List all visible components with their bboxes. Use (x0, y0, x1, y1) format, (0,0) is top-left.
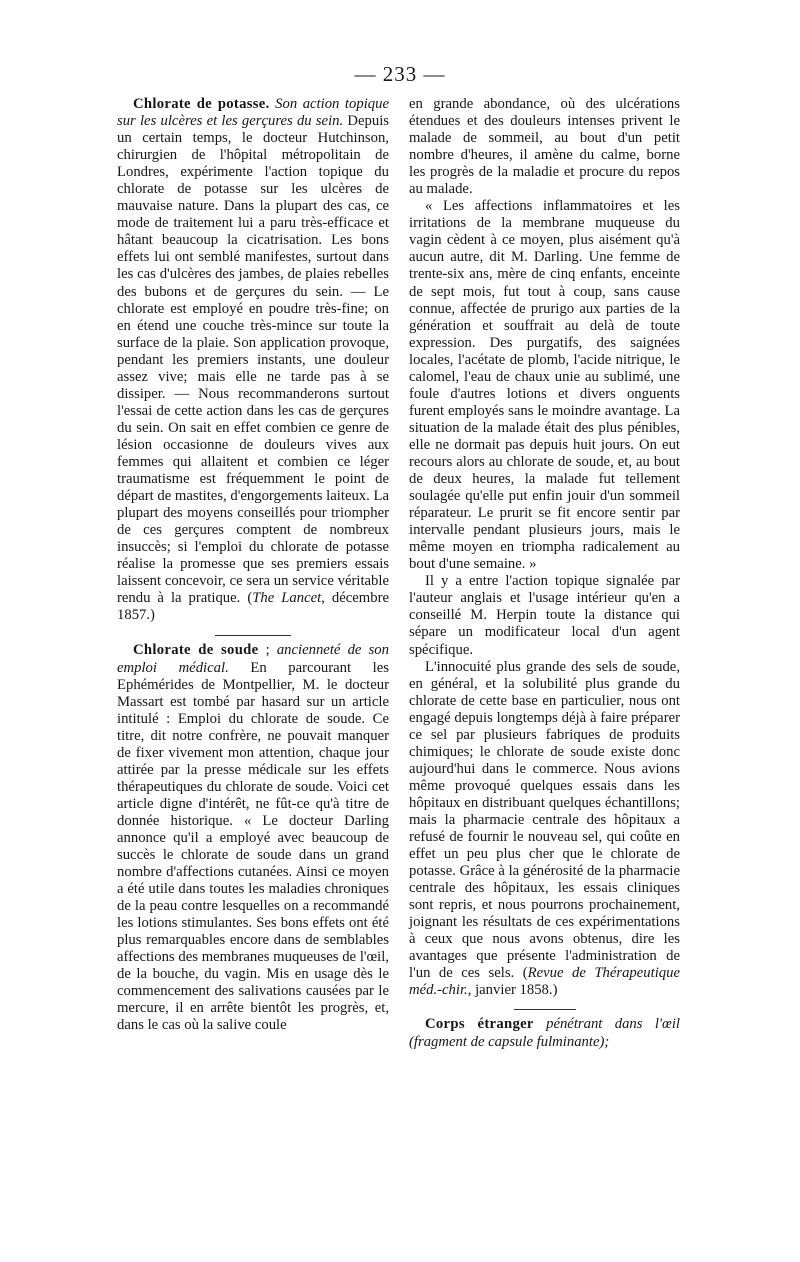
article-body: Depuis un certain temps, le docteur Hutchinson, chirurgien de l'hôpital métropolitain de Londres, expérimente l'action topique du chlorate de potasse sur les ulcères de mauvaise nature. Dans la plupart des cas, ce mode de traitement lui a paru très-efficace et hâtant beaucoup la cicatrisation. Les bons effets lui ont semblé manifestes, surtout dans les cas d'ulcères des jambes, de plaies rebelles des bubons et de gerçures du sein. — Le chlorate est employé en poudre très-fine; on en étend une couche très-mince sur toute la surface de la plaie. Son application provoque, pendant les premiers instants, une douleur assez vive; mais elle ne tarde pas à se dissiper. — Nous recommanderons surtout l'essai de cette action dans les cas de gerçures du sein. On sait en effet combien ce genre de lésion occasionne de douleurs vives aux femmes qui allaitent et combien ce léger traumatisme est fréquemment le point de départ de mastites, d'engorgements laiteux. La plupart des moyens conseillés pour triompher de ces gerçures comptent de nombreux insuccès; si l'emploi du chlorate de potasse réalise la promesse que ses premiers essais laissent concevoir, ce sera un service véritable rendu à la pratique. (117, 113, 389, 607)
subtitle-separator: ; (258, 642, 277, 659)
right-column (409, 96, 680, 1051)
article-heading: Chlorate de soude (133, 642, 259, 659)
article-subtitle: Son action topique sur les ulcères et les gerçures du sein. (117, 96, 389, 130)
citation-open: ( (240, 590, 253, 607)
paragraph-body: L'innocuité plus grande des sels de soude, en général, et la solubilité plus grande du chlorate de cette base en particulier, nous ont engagé depuis longtemps déjà à faire préparer ce sel par plusieurs fabriques de produits chimiques; le chlorate de soude existe donc aujourd'hui dans le commerce. Nous avions même provoqué quelques essais dans les hôpitaux en distribuant quelques échantillons; mais la pharmacie centrale des hôpitaux a refusé de fournir le nouveau sel, qui coûte en effet un peu plus cher que le chlorate de potasse. Grâce à la générosité de la pharmacie centrale des hôpitaux, les essais cliniques sont repris, et nous pourrons prochainement, joignant les résultats de ces expérimentations à ceux que nous avons obtenus, dire les avantages que présente l'administration de l'un de ces sels. (409, 658, 680, 982)
citation-source: The Lancet (252, 590, 322, 607)
citation-open: ( (514, 965, 528, 982)
quote-paragraph: « Les affections inflammatoires et les irritations de la membrane muqueuse du vagin cèdent à ce moyen, plus aisément qu'à aucun autre, dit M. Darling. Une femme de trente-six ans, mère de cinq enfants, enceinte de sept mois, fut tout à coup, sans cause connue, affectée de prurigo aux parties de la génération et souffrait au delà de toute expression. Des purgatifs, des saignées locales, l'acétate de plomb, l'acide nitrique, le calomel, l'eau de chaux unie au sublimé, une foule d'autres lotions et divers onguents furent employés sans le moindre avantage. La situation de la malade était des plus pénibles, elle ne dormait pas depuis huit jours. On eut recours alors au chlorate de soude, et, au bout de deux heures, la malade fut tellement soulagée qu'elle put enfin jouir d'un sommeil réparateur. Le prurit se fit encore sentir par intervalle pendant plusieurs jours, mais le même moyen en triompha radicalement au bout d'une semaine. » (409, 198, 680, 573)
left-column (117, 96, 389, 1035)
article-chlorate-potasse (117, 96, 389, 624)
citation-source: Revue de Thérapeutique méd.-chir. (409, 965, 680, 999)
innocuite-paragraph (409, 659, 680, 1000)
article-corps-etranger (409, 1016, 680, 1050)
citation-close: , décembre 1857.) (117, 590, 389, 624)
article-heading: Corps étranger (425, 1016, 534, 1033)
article-body: En parcourant les Ephémérides de Montpellier, M. le docteur Massart est tombé par hasard sur un article intitulé : Emploi du chlorate de soude. Ce titre, dit notre confrère, ne pouvait manquer de fixer vivement mon attention, chaque jour attirée par la presse médicale sur les effets thérapeutiques du chlorate de soude. Voici cet article digne d'intérêt, ne fût-ce qu'à titre de donnée historique. « Le docteur Darling annonce qu'il a employé avec beaucoup de succès le chlorate de soude dans un grand nombre d'affections cutanées. Ainsi ce moyen a été utile dans toutes les maladies chroniques de la peau contre lesquelles on a recommandé les lotions stimulantes. Ses bons effets ont été plus remarquables encore dans de semblables affections des membranes muqueuses de l'œil, de la bouche, du vagin. Mis en usage dès le commencement des salivations causées par le mercure, il en arrête bientôt les progrès, et, dans le cas où la salive coule (117, 659, 389, 1034)
article-subtitle: ancienneté de son emploi médical. (117, 642, 389, 676)
page-number: — 233 — (354, 62, 446, 86)
article-subtitle: pénétrant dans l'œil (fragment de capsule fulminante); (409, 1016, 681, 1050)
section-divider (514, 1009, 576, 1010)
citation-close: , janvier 1858.) (467, 982, 558, 999)
continuation-paragraph: en grande abondance, où des ulcérations étendues et des douleurs intenses privent le malade de sommeil, au bout d'un petit nombre d'heures, il amène du calme, borne les progrès de la maladie et procure du repos au malade. (409, 96, 680, 198)
article-heading: Chlorate de potasse. (133, 96, 270, 112)
comment-paragraph: Il y a entre l'action topique signalée par l'auteur anglais et l'usage intérieur qu'en a conseillé M. Herpin toute la distance qui sépare un modificateur local d'un agent spécifique. (409, 573, 680, 658)
article-chlorate-soude (117, 642, 389, 1034)
section-divider (215, 635, 291, 636)
